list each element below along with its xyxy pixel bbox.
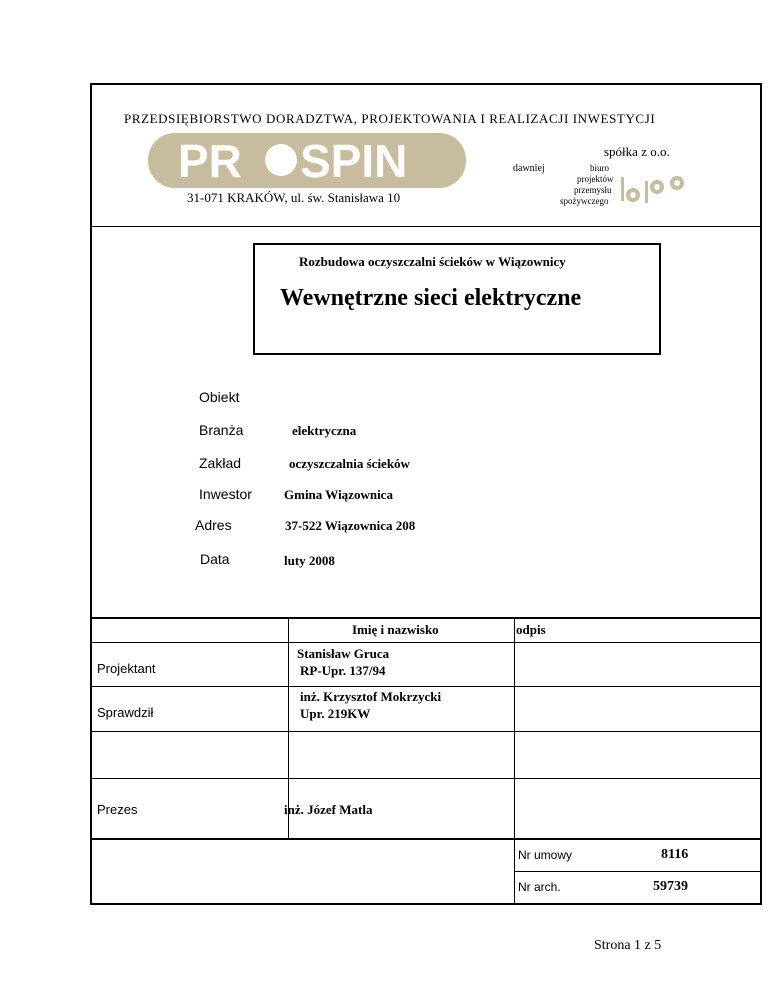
header-signature-column: odpis xyxy=(516,622,546,637)
archive-number-label: Nr arch. xyxy=(518,880,561,894)
footer-divider xyxy=(514,871,762,872)
detail-value-adres: 37-522 Wiązownica 208 xyxy=(285,518,416,533)
detail-label-zaklad: Zakład xyxy=(199,455,242,471)
bps-logo xyxy=(619,171,691,203)
former-name-2: projektów xyxy=(577,174,614,184)
archive-number-value: 59739 xyxy=(653,879,688,894)
former-label: dawniej xyxy=(513,163,545,174)
row-divider-1 xyxy=(90,686,762,687)
project-name: Rozbudowa oczyszczalni ścieków w Wiązownicy xyxy=(299,254,566,269)
page-number: Strona 1 z 5 xyxy=(594,938,662,953)
detail-label-inwestor: Inwestor xyxy=(199,486,252,502)
company-full-name: PRZEDSIĘBIORSTWO DORADZTWA, PROJEKTOWANIA I REALIZACJI INWESTYCJI xyxy=(124,111,656,126)
logo-text-pr: PR xyxy=(178,135,242,187)
former-name-4: spożywczego xyxy=(560,196,609,206)
role-prezes: Prezes xyxy=(97,802,138,817)
detail-label-data: Data xyxy=(200,551,230,567)
role-projektant: Projektant xyxy=(97,661,156,676)
name-projektant: Stanisław Gruca xyxy=(297,646,390,661)
header-name-column: Imię i nazwisko xyxy=(352,622,439,637)
name-sprawdzil: inż. Krzysztof Mokrzycki xyxy=(300,689,442,704)
detail-value-inwestor: Gmina Wiązownica xyxy=(284,487,393,502)
company-address: 31-071 KRAKÓW, ul. św. Stanisława 10 xyxy=(187,190,401,205)
company-form: spółka z o.o. xyxy=(604,144,670,159)
detail-value-branza: elektryczna xyxy=(292,423,357,438)
contract-number-value: 8116 xyxy=(661,847,689,862)
row-divider-2 xyxy=(90,731,762,732)
prospin-logo xyxy=(148,133,466,188)
contract-number-label: Nr umowy xyxy=(518,848,573,862)
detail-label-obiekt: Obiekt xyxy=(199,389,240,405)
logo-o-circle xyxy=(265,144,297,176)
detail-label-branza: Branża xyxy=(199,422,244,438)
table-header-bottom-border xyxy=(90,642,762,643)
former-name-3: przemysłu xyxy=(574,185,612,195)
row-divider-4 xyxy=(90,838,762,840)
detail-label-adres: Adres xyxy=(195,517,232,533)
detail-value-data: luty 2008 xyxy=(284,553,335,568)
detail-value-zaklad: oczyszczalnia ścieków xyxy=(289,456,410,471)
license-sprawdzil: Upr. 219KW xyxy=(300,706,371,721)
license-projektant: RP-Upr. 137/94 xyxy=(300,663,386,678)
document-frame xyxy=(90,83,762,905)
logo-text-spin: SPIN xyxy=(300,135,408,187)
row-divider-3 xyxy=(90,778,762,779)
role-sprawdzil: Sprawdził xyxy=(97,705,154,720)
former-name-1: biuro xyxy=(590,163,609,173)
document-title: Wewnętrzne sieci elektryczne xyxy=(280,285,582,311)
table-col-divider-2 xyxy=(514,617,515,905)
table-top-border xyxy=(90,617,762,619)
header-divider xyxy=(90,226,762,227)
name-prezes: inż. Józef Matla xyxy=(284,802,373,817)
